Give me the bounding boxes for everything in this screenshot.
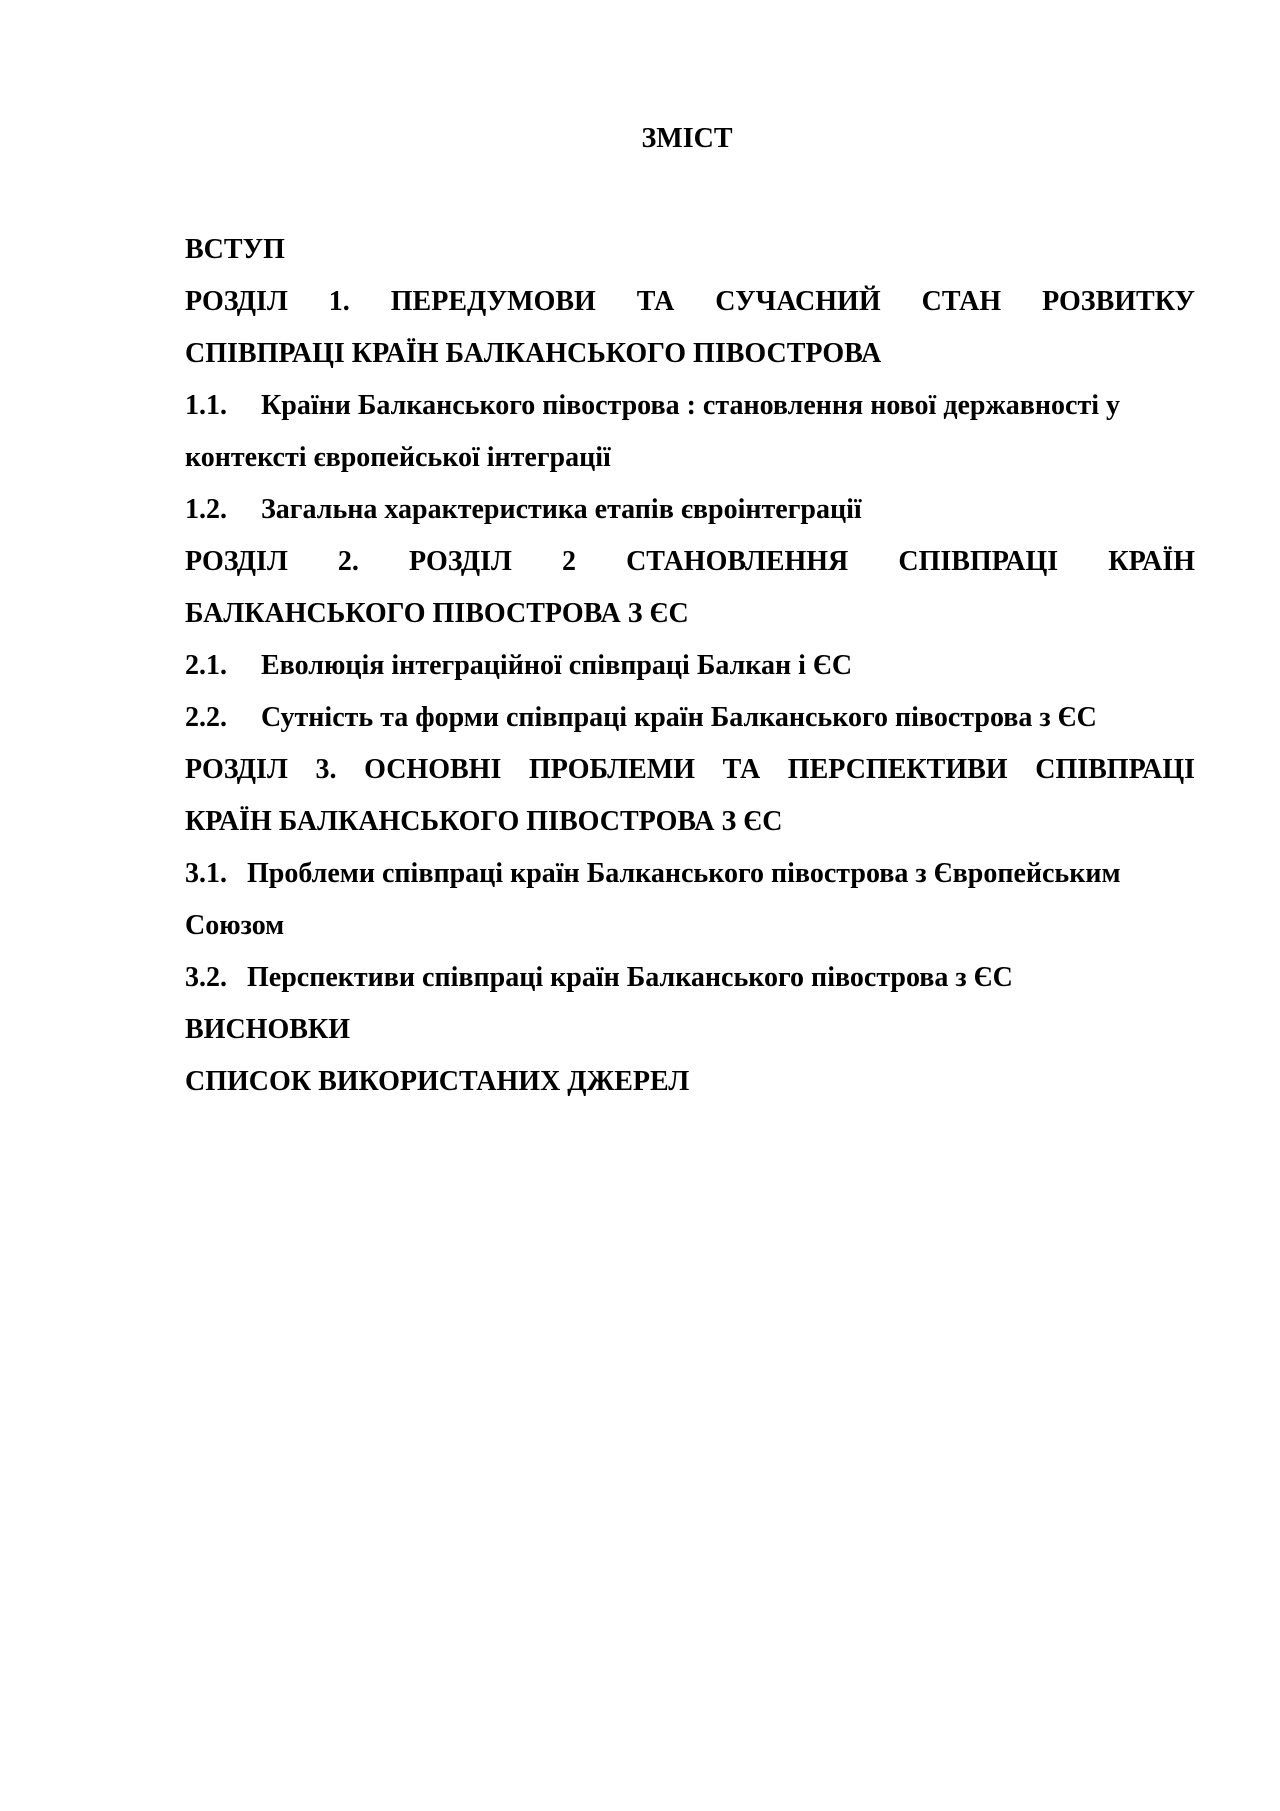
toc-entry-section-1-1 (185, 380, 1195, 432)
toc-entry-section-3-1-continued (185, 900, 1195, 952)
toc-section-text: Союзом (185, 910, 285, 941)
toc-entry-section-3-1 (185, 848, 1195, 900)
toc-section-number: 2.1. (185, 650, 227, 681)
toc-entry-chapter-3-line-2 (185, 796, 1195, 848)
toc-entry-introduction (185, 224, 1195, 276)
toc-entry-section-3-2 (185, 952, 1195, 1004)
toc-chapter-text: СПІВПРАЦІ КРАЇН БАЛКАНСЬКОГО ПІВОСТРОВА (185, 338, 882, 369)
toc-section-number: 2.2. (185, 702, 227, 733)
toc-heading-text: СПИСОК ВИКОРИСТАНИХ ДЖЕРЕЛ (185, 1066, 690, 1097)
toc-entry-section-1-2 (185, 484, 1195, 536)
toc-section-number: 1.2. (185, 494, 227, 525)
toc-entry-section-1-1-continued (185, 432, 1195, 484)
toc-entry-chapter-2-line-2 (185, 588, 1195, 640)
toc-section-text: Проблеми співпраці країн Балканського півострова з Європейським (247, 858, 1121, 889)
table-of-contents (185, 224, 1195, 1108)
toc-entry-references (185, 1056, 1195, 1108)
toc-entry-chapter-3-line-1 (185, 744, 1195, 796)
toc-heading-text: ВИСНОВКИ (185, 1014, 350, 1045)
toc-section-number: 3.2. (185, 962, 227, 993)
toc-section-text: Перспективи співпраці країн Балканського півострова з ЄС (247, 962, 1013, 993)
toc-entry-chapter-1-line-1 (185, 276, 1195, 328)
page-title (0, 122, 1280, 156)
toc-chapter-text: РОЗДІЛ 2. РОЗДІЛ 2 СТАНОВЛЕННЯ СПІВПРАЦІ КРАЇН (185, 546, 1195, 577)
toc-chapter-text: БАЛКАНСЬКОГО ПІВОСТРОВА З ЄС (185, 598, 689, 629)
toc-entry-chapter-1-line-2 (185, 328, 1195, 380)
page-title-text: ЗМІСТ (641, 123, 733, 154)
toc-chapter-text: РОЗДІЛ 3. ОСНОВНІ ПРОБЛЕМИ ТА ПЕРСПЕКТИВИ СПІВПРАЦІ (185, 754, 1195, 785)
toc-chapter-text: РОЗДІЛ 1. ПЕРЕДУМОВИ ТА СУЧАСНИЙ СТАН РОЗВИТКУ (185, 286, 1195, 317)
toc-section-text: Еволюція інтеграційної співпраці Балкан і ЄС (261, 650, 853, 681)
toc-section-text: Сутність та форми співпраці країн Балканського півострова з ЄС (261, 702, 1097, 733)
toc-heading-text: ВСТУП (185, 234, 285, 265)
toc-section-text: Країни Балканського півострова : становлення нової державності у (261, 390, 1121, 421)
toc-entry-chapter-2-line-1 (185, 536, 1195, 588)
toc-section-number: 3.1. (185, 858, 227, 889)
toc-entry-conclusions (185, 1004, 1195, 1056)
toc-entry-section-2-2 (185, 692, 1195, 744)
toc-chapter-text: КРАЇН БАЛКАНСЬКОГО ПІВОСТРОВА З ЄС (185, 806, 783, 837)
toc-section-text: контексті європейської інтеграції (185, 442, 611, 473)
toc-entry-section-2-1 (185, 640, 1195, 692)
toc-section-number: 1.1. (185, 390, 227, 421)
toc-section-text: Загальна характеристика етапів євроінтеграції (261, 494, 862, 525)
